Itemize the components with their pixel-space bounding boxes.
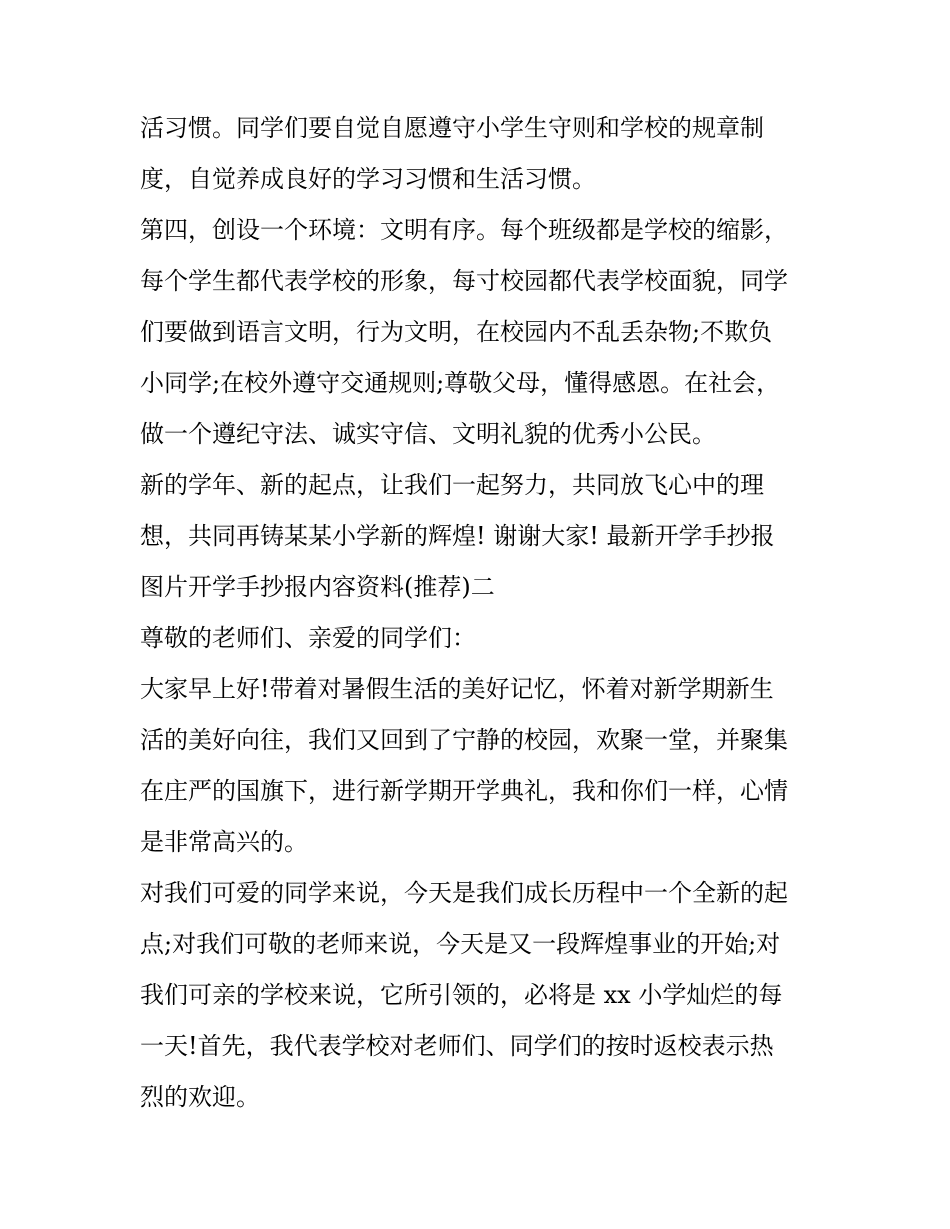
text-line: 们要做到语言文明，行为文明，在校园内不乱丢杂物;不欺负 <box>140 318 773 346</box>
text-line: 是非常高兴的。 <box>140 828 308 856</box>
text-line: 新的学年、新的起点，让我们一起努力，共同放飞心中的理 <box>140 471 764 499</box>
text-line: 度，自觉养成良好的学习习惯和生活习惯。 <box>140 165 596 193</box>
text-line: 烈的欢迎。 <box>140 1083 260 1111</box>
text-line: 想，共同再铸某某小学新的辉煌! 谢谢大家! 最新开学手抄报 <box>140 522 775 550</box>
text-line: 做一个遵纪守法、诚实守信、文明礼貌的优秀小公民。 <box>140 420 716 448</box>
text-line: 图片开学手抄报内容资料(推荐)二 <box>140 573 495 601</box>
text-line: 大家早上好!带着对暑假生活的美好记忆，怀着对新学期新生 <box>140 675 774 703</box>
text-line: 我们可亲的学校来说，它所引领的，必将是 xx 小学灿烂的每 <box>140 981 783 1009</box>
text-line: 小同学;在校外遵守交通规则;尊敬父母，懂得感恩。在社会， <box>140 369 781 397</box>
text-line: 活的美好向往，我们又回到了宁静的校园，欢聚一堂，并聚集 <box>140 726 788 754</box>
document-body <box>140 103 830 1123</box>
text-line: 对我们可爱的同学来说，今天是我们成长历程中一个全新的起 <box>140 879 788 907</box>
text-line: 活习惯。同学们要自觉自愿遵守小学生守则和学校的规章制 <box>140 114 764 142</box>
text-line: 第四，创设一个环境：文明有序。每个班级都是学校的缩影， <box>140 216 788 244</box>
text-line: 点;对我们可敬的老师来说，今天是又一段辉煌事业的开始;对 <box>140 930 781 958</box>
text-line: 在庄严的国旗下，进行新学期开学典礼，我和你们一样，心情 <box>140 777 788 805</box>
text-line: 一天!首先，我代表学校对老师们、同学们的按时返校表示热 <box>140 1032 774 1060</box>
text-line: 尊敬的老师们、亲爱的同学们： <box>140 624 476 652</box>
text-line: 每个学生都代表学校的形象，每寸校园都代表学校面貌，同学 <box>140 267 788 295</box>
